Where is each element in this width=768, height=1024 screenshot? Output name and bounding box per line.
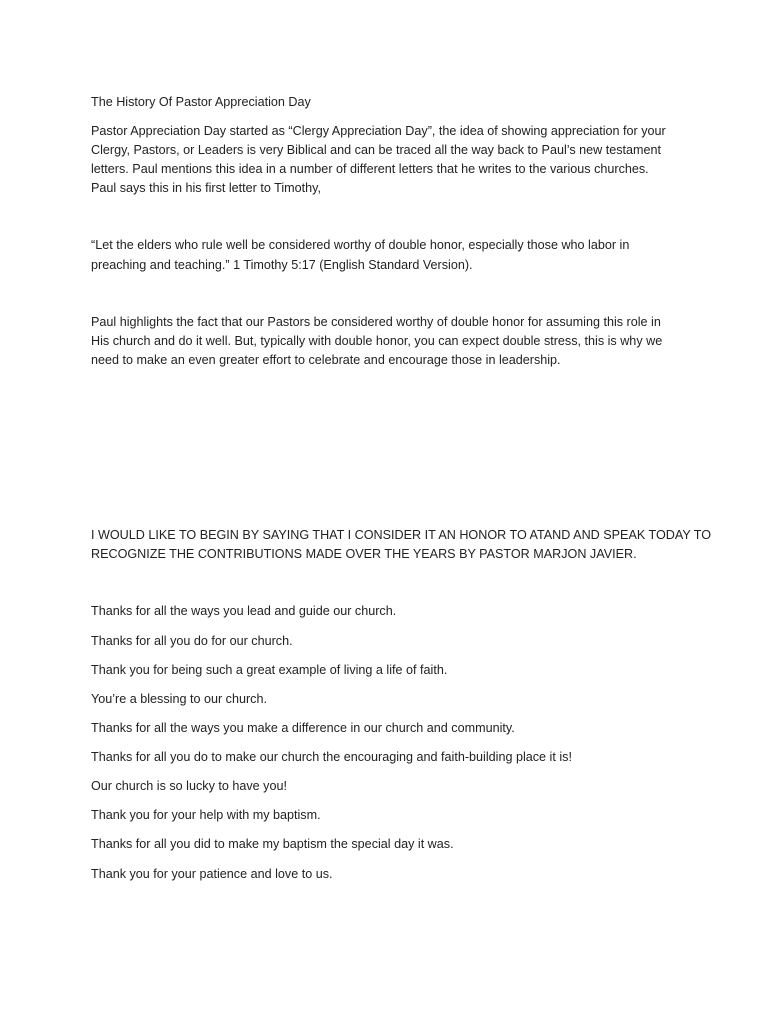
thanks-item: Thanks for all you did to make my baptism the special day it was. bbox=[91, 837, 454, 851]
speech-intro-line: I WOULD LIKE TO BEGIN BY SAYING THAT I CONSIDER IT AN HONOR TO ATAND AND SPEAK TODAY TO bbox=[91, 528, 712, 542]
thanks-item: Our church is so lucky to have you! bbox=[91, 779, 287, 793]
intro-line: Paul says this in his first letter to Timothy, bbox=[91, 181, 322, 195]
thanks-item: Thank you for being such a great example of living a life of faith. bbox=[91, 663, 448, 677]
speech-intro-line: RECOGNIZE THE CONTRIBUTIONS MADE OVER THE YEARS BY PASTOR MARJON JAVIER. bbox=[91, 547, 637, 561]
thanks-item: Thanks for all you do for our church. bbox=[91, 634, 293, 648]
commentary-line: Paul highlights the fact that our Pastors be considered worthy of double honor for assuming this role in bbox=[91, 315, 661, 329]
intro-line: Clergy, Pastors, or Leaders is very Biblical and can be traced all the way back to Paul’s new testament bbox=[91, 143, 662, 157]
intro-line: Pastor Appreciation Day started as “Clergy Appreciation Day”, the idea of showing appreciation for your bbox=[91, 124, 666, 138]
quote-line: “Let the elders who rule well be considered worthy of double honor, especially those who labor in bbox=[91, 238, 630, 252]
thanks-item: Thanks for all you do to make our church the encouraging and faith-building place it is! bbox=[91, 750, 572, 764]
quote-line: preaching and teaching.” 1 Timothy 5:17 (English Standard Version). bbox=[91, 258, 473, 272]
thanks-item: Thanks for all the ways you make a difference in our church and community. bbox=[91, 721, 515, 735]
commentary-line: His church and do it well. But, typically with double honor, you can expect double stress, this is why we bbox=[91, 334, 663, 348]
thanks-item: Thank you for your help with my baptism. bbox=[91, 808, 321, 822]
document-title: The History Of Pastor Appreciation Day bbox=[91, 95, 311, 109]
thanks-item: Thank you for your patience and love to us. bbox=[91, 867, 333, 881]
intro-line: letters. Paul mentions this idea in a number of different letters that he writes to the various churches. bbox=[91, 162, 649, 176]
thanks-item: You’re a blessing to our church. bbox=[91, 692, 267, 706]
thanks-item: Thanks for all the ways you lead and guide our church. bbox=[91, 604, 397, 618]
commentary-line: need to make an even greater effort to celebrate and encourage those in leadership. bbox=[91, 353, 561, 367]
